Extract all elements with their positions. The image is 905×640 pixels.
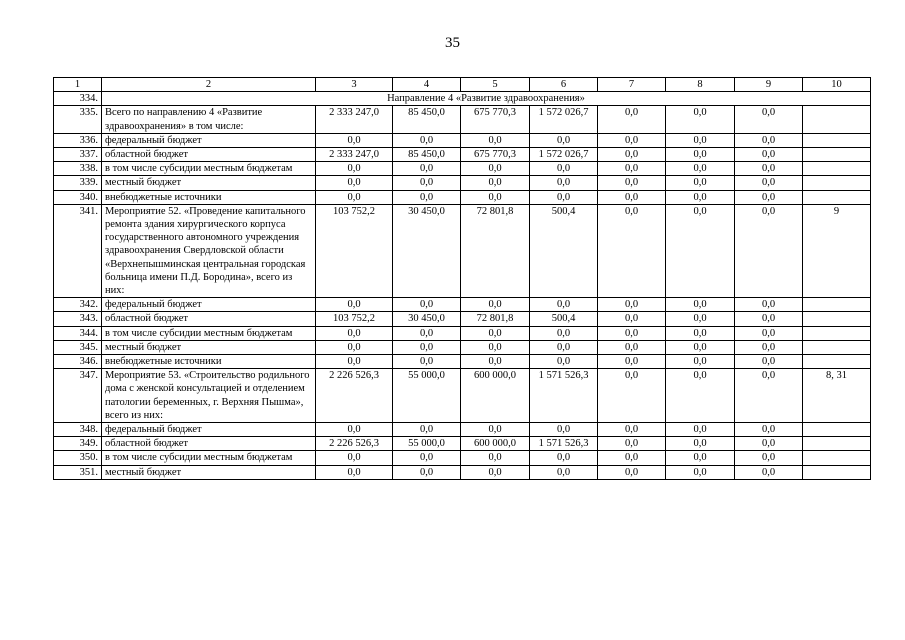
row-number: 344. — [54, 326, 102, 340]
value-cell: 0,0 — [598, 451, 666, 465]
value-cell: 0,0 — [666, 162, 735, 176]
value-cell — [803, 148, 871, 162]
value-cell: 0,0 — [530, 423, 598, 437]
row-number: 346. — [54, 355, 102, 369]
column-number: 8 — [666, 78, 735, 92]
value-cell: 0,0 — [666, 190, 735, 204]
row-description: федеральный бюджет — [102, 298, 316, 312]
value-cell: 0,0 — [666, 326, 735, 340]
value-cell — [803, 326, 871, 340]
value-cell: 0,0 — [598, 106, 666, 133]
row-number: 335. — [54, 106, 102, 133]
value-cell: 103 752,2 — [316, 312, 393, 326]
value-cell: 0,0 — [598, 437, 666, 451]
value-cell: 500,4 — [530, 312, 598, 326]
value-cell — [803, 465, 871, 479]
value-cell: 0,0 — [735, 326, 803, 340]
value-cell: 0,0 — [666, 369, 735, 423]
table-row — [54, 465, 871, 479]
value-cell: 0,0 — [735, 423, 803, 437]
value-cell: 8, 31 — [803, 369, 871, 423]
value-cell: 0,0 — [666, 176, 735, 190]
value-cell: 0,0 — [530, 176, 598, 190]
row-number: 348. — [54, 423, 102, 437]
table-body — [54, 78, 871, 480]
value-cell: 0,0 — [598, 355, 666, 369]
value-cell: 0,0 — [461, 190, 530, 204]
value-cell: 9 — [803, 204, 871, 297]
value-cell: 600 000,0 — [461, 369, 530, 423]
value-cell: 0,0 — [461, 465, 530, 479]
value-cell: 0,0 — [461, 326, 530, 340]
row-number: 350. — [54, 451, 102, 465]
header-row — [54, 78, 871, 92]
value-cell: 500,4 — [530, 204, 598, 297]
column-number: 9 — [735, 78, 803, 92]
value-cell: 0,0 — [735, 148, 803, 162]
value-cell: 0,0 — [393, 451, 461, 465]
value-cell — [803, 437, 871, 451]
value-cell — [803, 176, 871, 190]
value-cell — [803, 312, 871, 326]
column-number: 4 — [393, 78, 461, 92]
budget-table — [53, 77, 871, 480]
column-number: 10 — [803, 78, 871, 92]
value-cell: 1 571 526,3 — [530, 437, 598, 451]
value-cell: 0,0 — [530, 298, 598, 312]
value-cell — [803, 190, 871, 204]
value-cell: 675 770,3 — [461, 148, 530, 162]
column-number: 1 — [54, 78, 102, 92]
value-cell: 0,0 — [316, 176, 393, 190]
value-cell: 0,0 — [316, 133, 393, 147]
row-description: в том числе субсидии местным бюджетам — [102, 326, 316, 340]
table-row — [54, 326, 871, 340]
value-cell: 0,0 — [735, 106, 803, 133]
row-description: федеральный бюджет — [102, 423, 316, 437]
value-cell: 0,0 — [393, 326, 461, 340]
value-cell: 0,0 — [393, 190, 461, 204]
row-number: 345. — [54, 340, 102, 354]
value-cell: 0,0 — [316, 465, 393, 479]
row-description: внебюджетные источники — [102, 355, 316, 369]
table-row — [54, 355, 871, 369]
value-cell: 30 450,0 — [393, 204, 461, 297]
value-cell: 0,0 — [530, 162, 598, 176]
row-description: областной бюджет — [102, 148, 316, 162]
value-cell — [803, 451, 871, 465]
column-number: 3 — [316, 78, 393, 92]
row-number: 340. — [54, 190, 102, 204]
value-cell: 0,0 — [530, 355, 598, 369]
value-cell — [803, 133, 871, 147]
value-cell: 0,0 — [666, 148, 735, 162]
row-number: 338. — [54, 162, 102, 176]
value-cell: 0,0 — [598, 423, 666, 437]
value-cell: 675 770,3 — [461, 106, 530, 133]
row-description: областной бюджет — [102, 312, 316, 326]
table-row — [54, 369, 871, 423]
value-cell: 0,0 — [666, 298, 735, 312]
value-cell: 0,0 — [393, 423, 461, 437]
page-number: 35 — [445, 35, 460, 51]
value-cell: 0,0 — [316, 355, 393, 369]
table-row — [54, 148, 871, 162]
row-description: местный бюджет — [102, 176, 316, 190]
value-cell: 85 450,0 — [393, 106, 461, 133]
value-cell: 0,0 — [393, 298, 461, 312]
table-row — [54, 312, 871, 326]
value-cell: 0,0 — [598, 312, 666, 326]
value-cell: 0,0 — [735, 133, 803, 147]
value-cell — [803, 423, 871, 437]
value-cell: 0,0 — [598, 176, 666, 190]
row-number: 336. — [54, 133, 102, 147]
value-cell: 0,0 — [735, 176, 803, 190]
value-cell: 0,0 — [530, 326, 598, 340]
table-row — [54, 298, 871, 312]
table-row — [54, 204, 871, 297]
row-description: областной бюджет — [102, 437, 316, 451]
value-cell: 0,0 — [461, 451, 530, 465]
table-row — [54, 437, 871, 451]
row-description: Мероприятие 53. «Строительство родильного дома с женской консультацией и отделением патологии беременных, г. Верхняя Пышма», всего из них: — [102, 369, 316, 423]
column-number: 7 — [598, 78, 666, 92]
row-description: внебюджетные источники — [102, 190, 316, 204]
value-cell: 0,0 — [530, 340, 598, 354]
value-cell: 0,0 — [735, 437, 803, 451]
value-cell: 85 450,0 — [393, 148, 461, 162]
row-number: 334. — [54, 92, 102, 106]
value-cell: 0,0 — [666, 451, 735, 465]
value-cell: 0,0 — [666, 133, 735, 147]
value-cell: 600 000,0 — [461, 437, 530, 451]
value-cell — [803, 355, 871, 369]
value-cell: 0,0 — [598, 298, 666, 312]
column-number: 2 — [102, 78, 316, 92]
value-cell: 0,0 — [735, 465, 803, 479]
row-number: 343. — [54, 312, 102, 326]
section-row — [54, 92, 871, 106]
value-cell: 0,0 — [393, 162, 461, 176]
value-cell: 0,0 — [666, 437, 735, 451]
value-cell: 0,0 — [316, 326, 393, 340]
value-cell: 0,0 — [316, 162, 393, 176]
row-description: Всего по направлению 4 «Развитие здравоохранения» в том числе: — [102, 106, 316, 133]
value-cell — [803, 162, 871, 176]
value-cell: 0,0 — [735, 190, 803, 204]
value-cell: 0,0 — [735, 340, 803, 354]
value-cell: 2 226 526,3 — [316, 369, 393, 423]
row-description: в том числе субсидии местным бюджетам — [102, 162, 316, 176]
value-cell — [803, 106, 871, 133]
value-cell: 0,0 — [735, 162, 803, 176]
value-cell: 72 801,8 — [461, 204, 530, 297]
value-cell: 0,0 — [666, 465, 735, 479]
value-cell: 0,0 — [666, 355, 735, 369]
value-cell: 0,0 — [666, 312, 735, 326]
table-row — [54, 451, 871, 465]
column-number: 5 — [461, 78, 530, 92]
value-cell: 0,0 — [735, 369, 803, 423]
table-row — [54, 176, 871, 190]
value-cell: 1 572 026,7 — [530, 148, 598, 162]
value-cell: 0,0 — [461, 162, 530, 176]
value-cell: 0,0 — [735, 355, 803, 369]
row-description: федеральный бюджет — [102, 133, 316, 147]
value-cell: 2 333 247,0 — [316, 148, 393, 162]
row-description: Мероприятие 52. «Проведение капитального ремонта здания хирургического корпуса государственного автономного учреждения здравоохранения Свердловской области «Верхнепышминская центральная городская больница имени П.Д. Бородина», всего из них: — [102, 204, 316, 297]
value-cell: 55 000,0 — [393, 437, 461, 451]
row-description: местный бюджет — [102, 465, 316, 479]
value-cell: 0,0 — [598, 204, 666, 297]
section-title: Направление 4 «Развитие здравоохранения» — [102, 92, 871, 106]
row-number: 341. — [54, 204, 102, 297]
value-cell: 0,0 — [461, 355, 530, 369]
row-description: в том числе субсидии местным бюджетам — [102, 451, 316, 465]
value-cell: 0,0 — [735, 204, 803, 297]
value-cell: 0,0 — [666, 106, 735, 133]
row-number: 337. — [54, 148, 102, 162]
value-cell: 1 572 026,7 — [530, 106, 598, 133]
value-cell: 0,0 — [316, 423, 393, 437]
value-cell: 0,0 — [316, 340, 393, 354]
value-cell: 0,0 — [393, 340, 461, 354]
value-cell: 0,0 — [735, 451, 803, 465]
value-cell: 0,0 — [461, 298, 530, 312]
table-row — [54, 133, 871, 147]
column-number: 6 — [530, 78, 598, 92]
value-cell: 0,0 — [530, 133, 598, 147]
value-cell: 0,0 — [735, 298, 803, 312]
value-cell — [803, 340, 871, 354]
value-cell: 0,0 — [393, 176, 461, 190]
value-cell: 0,0 — [316, 190, 393, 204]
row-number: 339. — [54, 176, 102, 190]
table-row — [54, 190, 871, 204]
value-cell: 2 333 247,0 — [316, 106, 393, 133]
value-cell: 1 571 526,3 — [530, 369, 598, 423]
value-cell: 0,0 — [530, 465, 598, 479]
table-row — [54, 423, 871, 437]
value-cell: 0,0 — [598, 190, 666, 204]
value-cell: 0,0 — [530, 451, 598, 465]
table-row — [54, 162, 871, 176]
value-cell: 0,0 — [393, 133, 461, 147]
value-cell: 0,0 — [598, 340, 666, 354]
value-cell: 0,0 — [666, 340, 735, 354]
table-row — [54, 106, 871, 133]
value-cell: 0,0 — [598, 133, 666, 147]
value-cell: 0,0 — [598, 162, 666, 176]
value-cell: 0,0 — [393, 465, 461, 479]
value-cell: 2 226 526,3 — [316, 437, 393, 451]
value-cell: 0,0 — [461, 340, 530, 354]
value-cell — [803, 298, 871, 312]
value-cell: 0,0 — [461, 133, 530, 147]
value-cell: 0,0 — [666, 204, 735, 297]
row-number: 347. — [54, 369, 102, 423]
value-cell: 72 801,8 — [461, 312, 530, 326]
value-cell: 0,0 — [666, 423, 735, 437]
value-cell: 0,0 — [598, 148, 666, 162]
value-cell: 0,0 — [316, 451, 393, 465]
table-row — [54, 340, 871, 354]
row-description: местный бюджет — [102, 340, 316, 354]
value-cell: 0,0 — [735, 312, 803, 326]
value-cell: 30 450,0 — [393, 312, 461, 326]
value-cell: 0,0 — [598, 369, 666, 423]
value-cell: 0,0 — [461, 176, 530, 190]
value-cell: 0,0 — [393, 355, 461, 369]
value-cell: 0,0 — [461, 423, 530, 437]
value-cell: 0,0 — [316, 298, 393, 312]
value-cell: 0,0 — [530, 190, 598, 204]
row-number: 349. — [54, 437, 102, 451]
value-cell: 55 000,0 — [393, 369, 461, 423]
row-number: 342. — [54, 298, 102, 312]
value-cell: 0,0 — [598, 326, 666, 340]
value-cell: 103 752,2 — [316, 204, 393, 297]
row-number: 351. — [54, 465, 102, 479]
value-cell: 0,0 — [598, 465, 666, 479]
